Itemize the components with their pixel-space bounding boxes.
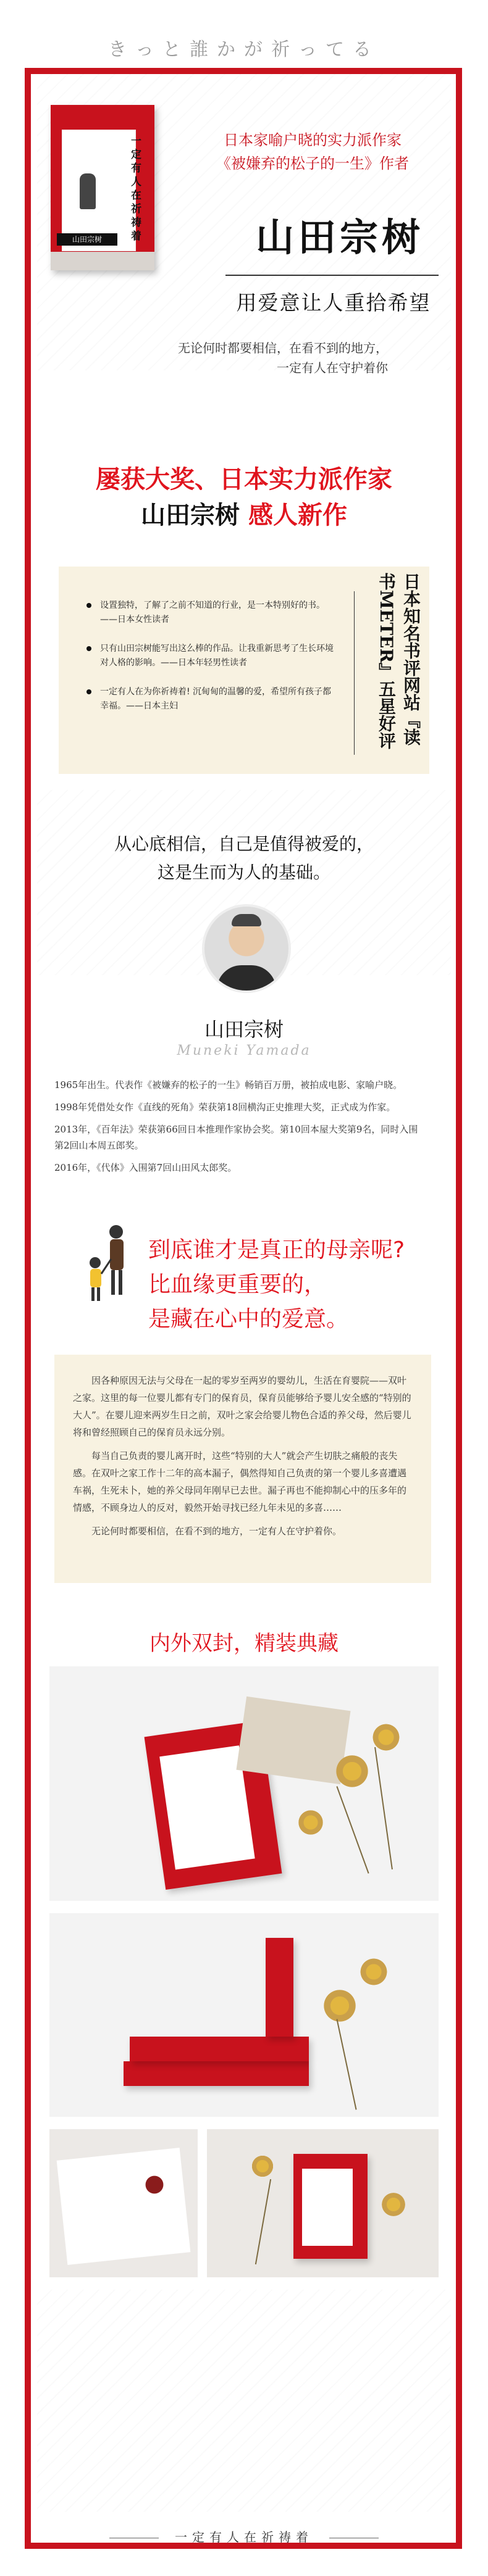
- book-cover-author: 山田宗树: [57, 233, 117, 246]
- stacked-book: [124, 2061, 309, 2086]
- mother-child-illustration: [80, 1222, 136, 1308]
- award-line-2-rest: 感人新作: [248, 501, 347, 530]
- stacked-book: [130, 2037, 309, 2061]
- product-photo-3: [49, 2129, 198, 2277]
- product-photo-1: [49, 1666, 439, 1901]
- bullet-icon: [86, 646, 91, 651]
- sketch-background-bottom: [37, 2290, 451, 2512]
- hero-tagline-1: 日本家喻户晓的实力派作家: [224, 131, 402, 149]
- dried-flower: [142, 2172, 167, 2197]
- footer: [0, 2527, 488, 2545]
- review-text: 只有山田宗树能写出这么棒的作品。让我重新思考了生长环境对人格的影响。——日本年轻男性读者: [100, 644, 334, 668]
- top-banner: きっと誰かが祈ってる: [108, 39, 380, 60]
- flower-stem: [336, 1786, 369, 1874]
- flower-stem: [336, 2019, 356, 2109]
- award-line-1: 屡获大奖、日本实力派作家: [96, 465, 392, 494]
- story-paragraph: 无论何时都要相信，在看不到的地方，一定有人在守护着你。: [91, 1526, 342, 1537]
- book-cover-band: [51, 252, 154, 270]
- dried-flower: [380, 2191, 407, 2218]
- author-name: 山田宗树: [204, 1018, 284, 1041]
- flower-stem: [374, 1747, 393, 1869]
- book-cover-figure: [80, 173, 96, 209]
- story-paragraph: 因各种原因无法与父母在一起的零岁至两岁的婴幼儿，生活在育婴院——双叶之家。这里的每一位婴儿都有专门的保育员，保育员能够给予婴儿安全感的“特别的大人”。在婴儿迎来两岁生日之前，双叶之家会给婴儿物色合适的养父母，然后婴儿将和曾经照顾自己的保育员永远分别。: [73, 1375, 411, 1438]
- bio-paragraph: 1965年出生。代表作《被嫌弃的松子的一生》畅销百万册，被拍成电影、家喻户晓。: [54, 1079, 403, 1091]
- section-award-heading: [0, 462, 488, 533]
- flower-stem: [255, 2179, 271, 2264]
- bullet-icon: [86, 603, 91, 608]
- story-paragraph: 每当自己负责的婴儿离开时，这些“特别的大人”就会产生切肤之痛般的丧失感。在双叶之家工作十二年的高本漏子，偶然得知自己负责的第一个婴儿多喜遭遇车祸，生死未卜，她的养父母同年刚早已去世。漏子再也不能抑制心中的压多年的情感，不顾身边人的反对，毅然开始寻找已经九年未见的多喜……: [73, 1450, 407, 1513]
- hero-author-name: 山田宗树: [255, 215, 424, 260]
- product-photo-4: [207, 2129, 439, 2277]
- review-item: [86, 685, 340, 713]
- reviews-list: [86, 599, 340, 728]
- bio-paragraph: 2016年，《代体》入围第7回山田风太郎奖。: [54, 1162, 237, 1173]
- review-item: [86, 599, 340, 627]
- dried-flower: [334, 1753, 371, 1790]
- review-text: 设置独特，了解了之前不知道的行业，是一本特别好的书。——日本女性读者: [100, 600, 325, 625]
- question-line-1: 到底谁才是真正的母亲呢?: [148, 1237, 405, 1263]
- hero-slogan: 用爱意让人重拾希望: [236, 291, 431, 315]
- hero-taglines: [216, 128, 409, 175]
- product-photo-2: [49, 1913, 439, 2117]
- bullet-icon: [86, 689, 91, 694]
- reviews-vertical-title: 日本知名书评网站『读书METER』五星好评: [376, 573, 421, 749]
- author-romanized-name: Muneki Yamada: [177, 1043, 311, 1058]
- quote-1: [147, 338, 388, 378]
- author-avatar: [202, 904, 291, 993]
- question-line-3: 是藏在心中的爱意。: [148, 1307, 349, 1332]
- open-book-page: [57, 2148, 191, 2265]
- quote-2-line-2: 这是生而为人的基础。: [157, 862, 330, 883]
- story-panel: [54, 1355, 431, 1583]
- footer-text: 一定有人在祈祷着: [175, 2530, 313, 2545]
- award-line-2: [0, 497, 488, 533]
- hero-tagline-2: 《被嫌弃的松子的一生》作者: [216, 155, 409, 172]
- photo-book-cover-white: [302, 2169, 353, 2246]
- avatar-hair: [232, 914, 261, 926]
- reviews-panel: [59, 567, 429, 774]
- dried-flower: [358, 1956, 389, 1987]
- book-cover-title: 一定有人在祈祷着: [131, 135, 141, 243]
- question-block: [148, 1233, 405, 1337]
- photo-book: [293, 2154, 368, 2259]
- avatar-shirt: [217, 965, 276, 993]
- review-item: [86, 642, 340, 670]
- bio-paragraph: 1998年凭借处女作《直线的死角》荣获第18回横沟正史推理大奖，正式成为作家。: [54, 1102, 396, 1113]
- quote-1-line-2: 一定有人在守护着你: [277, 360, 388, 375]
- dried-flower: [297, 1808, 325, 1837]
- reviews-divider: [354, 591, 355, 755]
- quote-2-line-1: 从心底相信，自己是值得被爱的，: [114, 834, 374, 854]
- quote-2: [0, 830, 488, 887]
- bio-paragraph: 2013年，《百年法》荣获第66回日本推理作家协会奖。第10回本屋大奖第9名，同时入围第2回山本周五郎奖。: [54, 1124, 418, 1151]
- section-binding-heading: 内外双封，精装典藏: [149, 1631, 339, 1656]
- quote-1-line-1: 无论何时都要相信，在看不到的地方，: [178, 341, 388, 355]
- dried-flower: [250, 2154, 275, 2179]
- dried-flower: [321, 1987, 358, 2024]
- hero-divider: [225, 275, 439, 276]
- review-text: 一定有人在为你祈祷着! 沉甸甸的温馨的爱，希望所有孩子都幸福。——日本主妇: [100, 687, 332, 711]
- question-line-2: 比血缘更重要的，: [148, 1272, 327, 1297]
- book-cover-image: [51, 105, 154, 270]
- author-bio: [54, 1077, 425, 1182]
- standing-book: [266, 1938, 293, 2037]
- award-author-name: 山田宗树: [141, 501, 240, 530]
